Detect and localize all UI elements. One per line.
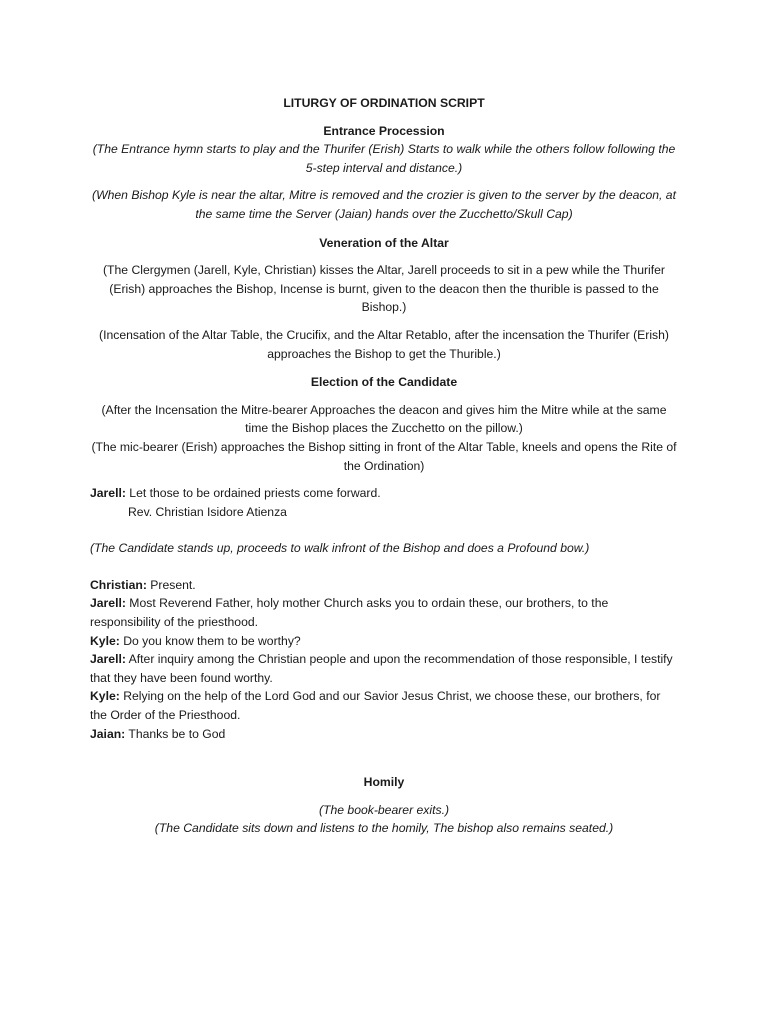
section-heading-election: Election of the Candidate (310, 375, 458, 390)
speaker-name: Jarell: (90, 652, 126, 667)
dialogue-line (90, 725, 678, 744)
veneration-direction-1: (The Clergymen (Jarell, Kyle, Christian) kisses the Altar, Jarell proceeds to sit in a pew while the Thurifer (Erish) approaches the Bishop, Incense is burnt, given to the deacon then the thurible is passed to the Bishop.) (103, 263, 665, 315)
dialogue-line (90, 687, 678, 724)
entrance-direction-1: (The Entrance hymn starts to play and the Thurifer (Erish) Starts to walk while the others follow following the 5-step interval and distance.) (92, 142, 676, 175)
section-heading-entrance: Entrance Procession (323, 123, 445, 138)
speaker-name: Kyle: (90, 689, 120, 704)
speaker-name: Kyle: (90, 633, 120, 648)
dialogue-text: Relying on the help of the Lord God and our Savior Jesus Christ, we choose these, our brothers, for the Order of the Priesthood. (90, 689, 661, 723)
dialogue-line (90, 632, 678, 651)
dialogue-line (90, 594, 678, 631)
section-heading-homily: Homily (363, 775, 405, 790)
election-direction-1: (After the Incensation the Mitre-bearer Approaches the deacon and gives him the Mitre while at the same time the Bishop places the Zucchetto on the pillow.) (101, 402, 667, 436)
candidate-stage-direction: (The Candidate stands up, proceeds to walk infront of the Bishop and does a Profound bow.) (90, 541, 590, 556)
section-heading-veneration: Veneration of the Altar (319, 235, 449, 250)
homily-direction-1: (The book-bearer exits.) (318, 802, 450, 817)
election-direction-2: (The mic-bearer (Erish) approaches the Bishop sitting in front of the Altar Table, kneels and opens the Rite of the Ordination) (91, 439, 677, 473)
dialogue-text: Present. (146, 577, 196, 592)
dialogue-text: After inquiry among the Christian people and upon the recommendation of those responsible, I testify that they have been found worthy. (90, 652, 673, 685)
speaker-name: Jarell: (90, 486, 126, 501)
candidate-name: Rev. Christian Isidore Atienza (128, 504, 287, 519)
veneration-direction-2: (Incensation of the Altar Table, the Crucifix, and the Altar Retablo, after the incensation the Thurifer (Erish) approaches the Bishop to get the Thurible.) (99, 327, 669, 361)
dialogue-line (90, 650, 678, 687)
dialogue-line (90, 576, 678, 595)
dialogue-text: Most Reverend Father, holy mother Church asks you to ordain these, our brothers, to the responsibility of the priesthood. (90, 596, 609, 630)
speaker-name: Christian: (90, 577, 147, 592)
dialogue-text: Do you know them to be worthy? (119, 633, 301, 648)
homily-direction-2: (The Candidate sits down and listens to the homily, The bishop also remains seated.) (154, 821, 614, 836)
dialogue-text: Let those to be ordained priests come forward. (125, 486, 381, 501)
dialogue-text: Thanks be to God (125, 726, 226, 741)
document-title: LITURGY OF ORDINATION SCRIPT (283, 96, 485, 110)
speaker-name: Jarell: (90, 596, 126, 611)
entrance-direction-2: (When Bishop Kyle is near the altar, Mitre is removed and the crozier is given to the server by the deacon, at the same time the Server (Jaian) hands over the Zucchetto/Skull Cap) (92, 188, 676, 221)
dialogue-line-jarell-intro (90, 484, 678, 503)
speaker-name: Jaian: (90, 726, 126, 741)
dialogue-block (90, 576, 678, 743)
